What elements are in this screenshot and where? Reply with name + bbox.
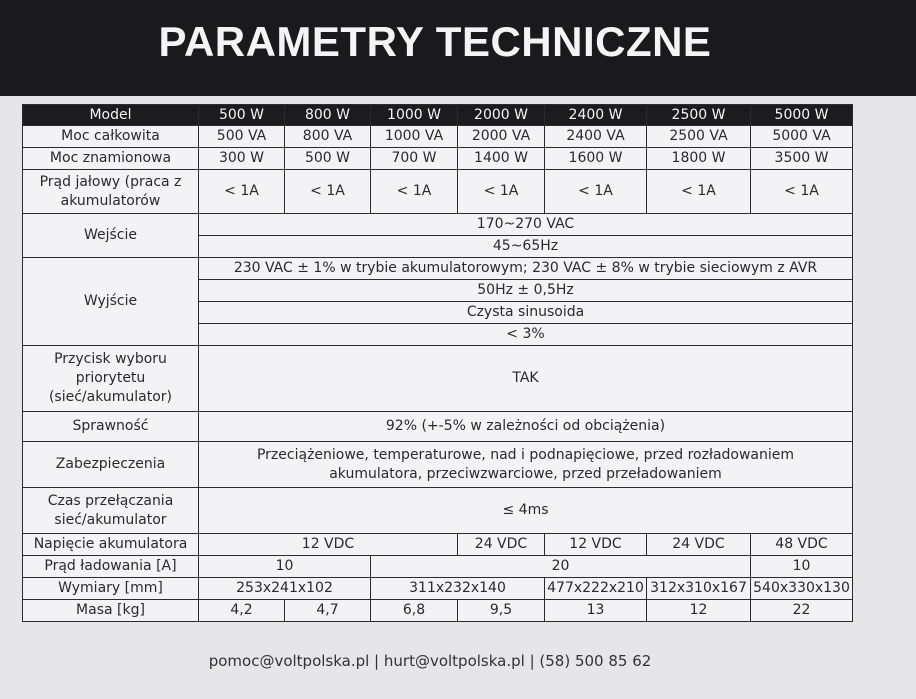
table-cell: TAK bbox=[199, 346, 853, 412]
title-banner bbox=[0, 0, 916, 96]
table-row bbox=[23, 412, 853, 442]
table-cell: 6,8 bbox=[371, 600, 458, 622]
row-label: Zabezpieczenia bbox=[23, 442, 199, 488]
table-cell: 500 W bbox=[285, 148, 371, 170]
table-cell: 1000 VA bbox=[371, 126, 458, 148]
table-cell: 24 VDC bbox=[647, 534, 751, 556]
table-cell: 20 bbox=[371, 556, 751, 578]
header-model: Model bbox=[23, 105, 199, 126]
table-cell: 9,5 bbox=[458, 600, 545, 622]
row-label: Wyjście bbox=[23, 258, 199, 346]
row-label: Moc całkowita bbox=[23, 126, 199, 148]
table-row bbox=[23, 214, 853, 236]
table-row bbox=[23, 148, 853, 170]
table-row bbox=[23, 442, 853, 488]
row-label bbox=[23, 488, 199, 534]
table-row bbox=[23, 600, 853, 622]
table-cell: 12 VDC bbox=[545, 534, 647, 556]
row-label bbox=[23, 170, 199, 214]
row-label: Moc znamionowa bbox=[23, 148, 199, 170]
spec-table bbox=[22, 104, 853, 622]
header-model-cell: 800 W bbox=[285, 105, 371, 126]
cell-line: akumulatora, przeciwzwarciowe, przed przeładowaniem bbox=[329, 465, 722, 482]
table-cell: 92% (+-5% w zależności od obciążenia) bbox=[199, 412, 853, 442]
table-cell: 2000 VA bbox=[458, 126, 545, 148]
row-label-line: Prąd jałowy (praca z bbox=[39, 173, 182, 190]
table-cell: < 3% bbox=[199, 324, 853, 346]
table-cell: 22 bbox=[751, 600, 853, 622]
table-cell: 10 bbox=[199, 556, 371, 578]
table-cell: 2500 VA bbox=[647, 126, 751, 148]
contact-footer: pomoc@voltpolska.pl | hurt@voltpolska.pl | (58) 500 85 62 bbox=[208, 652, 652, 670]
table-cell: 48 VDC bbox=[751, 534, 853, 556]
table-row bbox=[23, 346, 853, 412]
table-cell: 253x241x102 bbox=[199, 578, 371, 600]
row-label-line: priorytetu bbox=[75, 370, 146, 386]
header-model-cell: 500 W bbox=[199, 105, 285, 126]
row-label-line: Przycisk wyboru bbox=[54, 351, 167, 367]
table-cell: 4,7 bbox=[285, 600, 371, 622]
table-cell: < 1A bbox=[199, 170, 285, 214]
table-cell bbox=[199, 442, 853, 488]
header-model-cell: 5000 W bbox=[751, 105, 853, 126]
table-cell: 5000 VA bbox=[751, 126, 853, 148]
table-cell: 4,2 bbox=[199, 600, 285, 622]
row-label-line: akumulatorów bbox=[60, 192, 161, 209]
table-cell: 12 bbox=[647, 600, 751, 622]
table-cell: 800 VA bbox=[285, 126, 371, 148]
table-cell: 10 bbox=[751, 556, 853, 578]
table-row bbox=[23, 170, 853, 214]
row-label-line: sieć/akumulator bbox=[54, 511, 167, 528]
table-cell: 540x330x130 bbox=[751, 578, 853, 600]
table-row bbox=[23, 578, 853, 600]
table-cell: 50Hz ± 0,5Hz bbox=[199, 280, 853, 302]
table-cell: 12 VDC bbox=[199, 534, 458, 556]
table-cell: ≤ 4ms bbox=[199, 488, 853, 534]
header-model-cell: 2400 W bbox=[545, 105, 647, 126]
header-model-cell: 1000 W bbox=[371, 105, 458, 126]
table-cell: 45~65Hz bbox=[199, 236, 853, 258]
row-label: Wymiary [mm] bbox=[23, 578, 199, 600]
table-row bbox=[23, 556, 853, 578]
table-cell: 1600 W bbox=[545, 148, 647, 170]
cell-line: Przeciążeniowe, temperaturowe, nad i podnapięciowe, przed rozładowaniem bbox=[256, 446, 795, 463]
table-cell: 230 VAC ± 1% w trybie akumulatorowym; 230 VAC ± 8% w trybie sieciowym z AVR bbox=[199, 258, 853, 280]
table-cell: 700 W bbox=[371, 148, 458, 170]
row-label: Masa [kg] bbox=[23, 600, 199, 622]
table-cell: Czysta sinusoida bbox=[199, 302, 853, 324]
table-cell: 1800 W bbox=[647, 148, 751, 170]
header-model-cell: 2500 W bbox=[647, 105, 751, 126]
table-cell: 311x232x140 bbox=[371, 578, 545, 600]
row-label bbox=[23, 346, 199, 412]
header-model-cell: 2000 W bbox=[458, 105, 545, 126]
table-cell: < 1A bbox=[285, 170, 371, 214]
row-label: Napięcie akumulatora bbox=[23, 534, 199, 556]
table-cell: 312x310x167 bbox=[647, 578, 751, 600]
table-cell: 1400 W bbox=[458, 148, 545, 170]
row-label: Sprawność bbox=[23, 412, 199, 442]
table-header-row bbox=[23, 105, 853, 126]
table-cell: 13 bbox=[545, 600, 647, 622]
page-title: PARAMETRY TECHNICZNE bbox=[158, 18, 712, 65]
table-cell: < 1A bbox=[545, 170, 647, 214]
table-cell: < 1A bbox=[371, 170, 458, 214]
table-cell: < 1A bbox=[751, 170, 853, 214]
table-cell: 477x222x210 bbox=[545, 578, 647, 600]
table-cell: 3500 W bbox=[751, 148, 853, 170]
table-row bbox=[23, 534, 853, 556]
table-row bbox=[23, 258, 853, 280]
table-cell: 170~270 VAC bbox=[199, 214, 853, 236]
spec-sheet bbox=[22, 104, 852, 622]
table-cell: 24 VDC bbox=[458, 534, 545, 556]
row-label-line: (sieć/akumulator) bbox=[48, 389, 173, 405]
table-cell: 500 VA bbox=[199, 126, 285, 148]
table-cell: < 1A bbox=[647, 170, 751, 214]
row-label-line: Czas przełączania bbox=[47, 492, 174, 509]
row-label: Prąd ładowania [A] bbox=[23, 556, 199, 578]
table-cell: 2400 VA bbox=[545, 126, 647, 148]
table-row bbox=[23, 126, 853, 148]
table-row bbox=[23, 488, 853, 534]
row-label: Wejście bbox=[23, 214, 199, 258]
table-cell: < 1A bbox=[458, 170, 545, 214]
table-cell: 300 W bbox=[199, 148, 285, 170]
